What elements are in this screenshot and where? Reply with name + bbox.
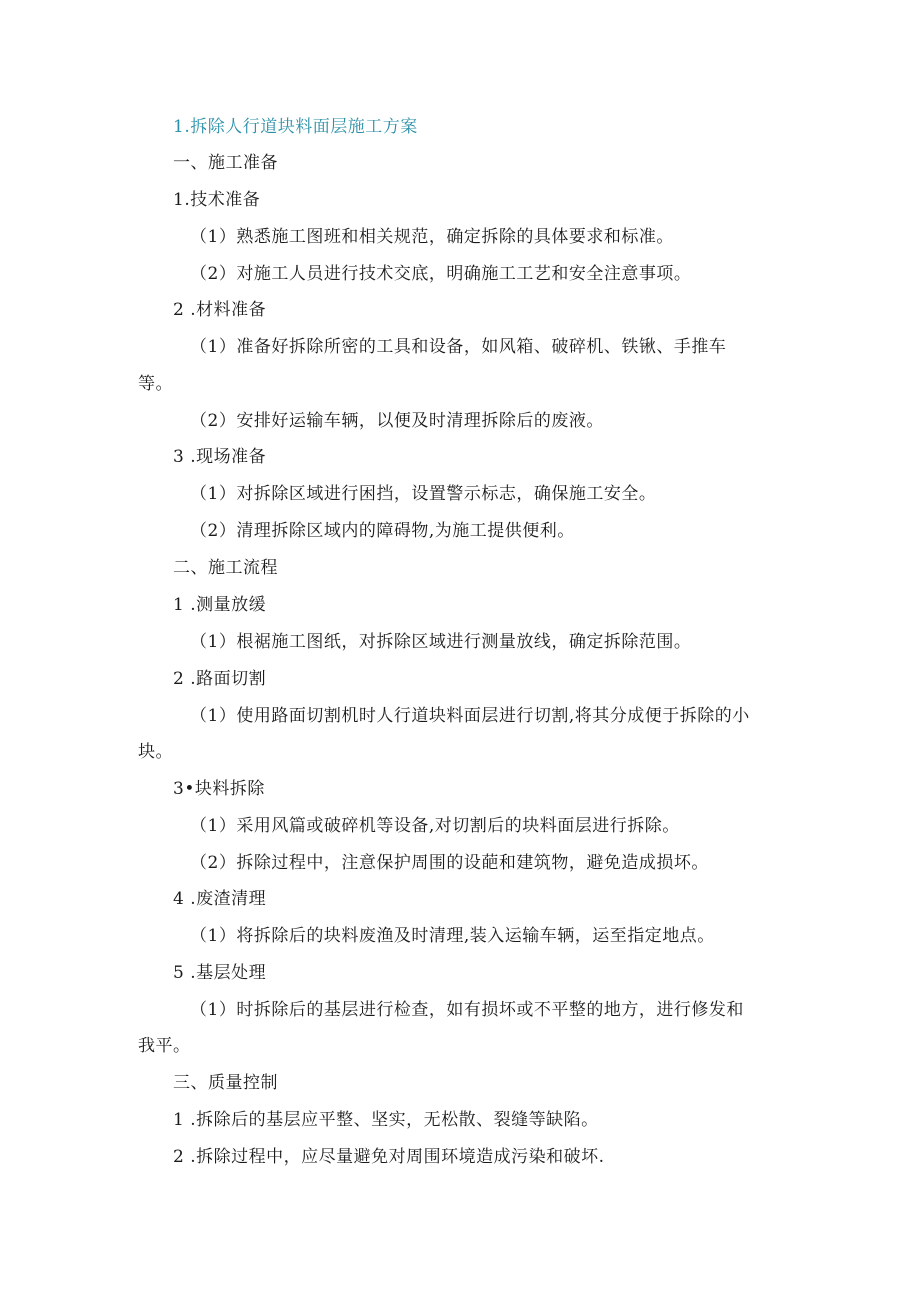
subsection-heading: 3 .现场准备 <box>173 447 267 467</box>
paragraph-continuation: 块。 <box>138 742 173 762</box>
paragraph-item: （1）熟悉施工图班和相关规范，确定拆除的具体要求和标准。 <box>190 227 674 247</box>
paragraph-item: （1）准备好拆除所密的工具和设备，如风箱、破碎机、铁锹、手推车 <box>190 337 727 357</box>
paragraph-item: （2）对施工人员进行技术交底，明确施工工艺和安全注意事项。 <box>190 264 692 284</box>
paragraph-item: （2）清理拆除区域内的障碍物,为施工提供便利。 <box>190 521 575 541</box>
paragraph-item: （1）对拆除区域进行困挡，设置警示标志，确保施工安全。 <box>190 484 657 504</box>
paragraph-item: （1）时拆除后的基层进行检查，如有损坏或不平整的地方，进行修发和 <box>190 1000 744 1020</box>
subsection-heading: 2 .路面切割 <box>173 669 267 689</box>
subsection-heading: 2 .材料准备 <box>173 300 267 320</box>
section-heading: 二、施工流程 <box>173 558 278 578</box>
paragraph-continuation: 等。 <box>138 374 173 394</box>
paragraph-continuation: 我平。 <box>138 1036 191 1056</box>
subsection-heading: 1 .测量放缓 <box>173 595 267 615</box>
paragraph-item: （2）拆除过程中，注意保护周围的设葩和建筑物，避免造成损坏。 <box>190 853 709 873</box>
section-heading: 三、质量控制 <box>173 1073 278 1093</box>
paragraph-item: 2 .拆除过程中，应尽量避免对周围环境造成污染和破坏. <box>173 1147 605 1167</box>
subsection-heading: 3•块料拆除 <box>173 779 265 799</box>
subsection-heading: 4 .废渣清理 <box>173 889 267 909</box>
paragraph-item: （1）根裾施工图纸，对拆除区域进行测量放线，确定拆除范围。 <box>190 632 692 652</box>
paragraph-item: （1）将拆除后的块料废渔及时清理,装入运输车辆，运至指定地点。 <box>190 926 715 946</box>
paragraph-item: （1）使用路面切割机时人行道块料面层进行切割,将其分成便于拆除的小 <box>190 706 750 726</box>
subsection-heading: 5 .基层处理 <box>173 963 267 983</box>
section-heading: 一、施工准备 <box>173 153 278 173</box>
paragraph-item: （1）采用风篇或破碎机等设备,对切割后的块料面层进行拆除。 <box>190 816 680 836</box>
paragraph-item: （2）安排好运输车辆，以便及时清理拆除后的废液。 <box>190 411 604 431</box>
paragraph-item: 1 .拆除后的基层应平整、坚实，无松散、裂缝等缺陷。 <box>173 1110 599 1130</box>
document-title: 1.拆除人行道块料面层施工方案 <box>173 117 418 137</box>
subsection-heading: 1.技术准备 <box>173 190 261 210</box>
